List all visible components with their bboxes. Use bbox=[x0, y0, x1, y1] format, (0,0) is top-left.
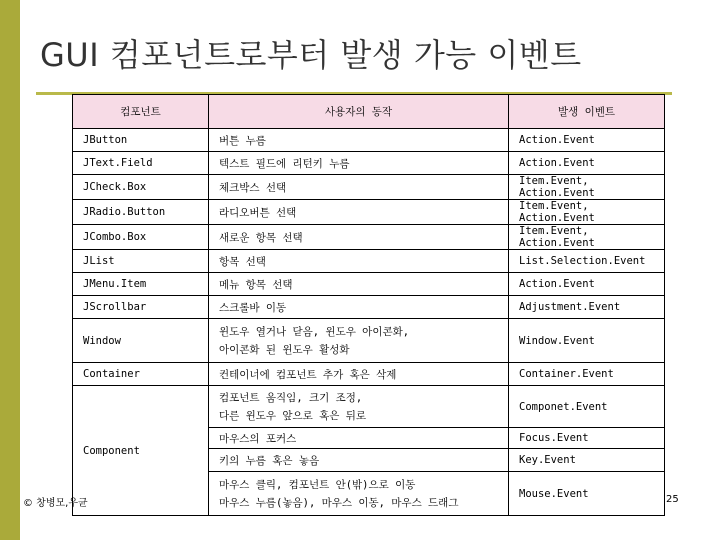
component-cell: Window bbox=[73, 319, 209, 363]
action-line: 마우스 누름(놓음), 마우스 이동, 마우스 드래그 bbox=[219, 496, 459, 509]
slide-title: GUI 컴포넌트로부터 발생 가능 이벤트 bbox=[40, 36, 582, 74]
action-cell: 항목 선택 bbox=[209, 250, 509, 273]
copyright: © 창병모,우균 bbox=[23, 498, 88, 509]
page-number: 25 bbox=[666, 494, 679, 505]
component-label: Component bbox=[83, 444, 140, 457]
component-cell: JCheck.Box bbox=[73, 175, 209, 200]
action-cell bbox=[209, 319, 509, 363]
table-row-window bbox=[73, 319, 665, 363]
table-row bbox=[73, 250, 665, 273]
event-cell: Mouse.Event bbox=[509, 472, 665, 516]
table-row bbox=[73, 225, 665, 250]
header-component: 컴포넌트 bbox=[73, 95, 209, 129]
table-row bbox=[73, 273, 665, 296]
action-cell: 텍스트 필드에 리턴키 누름 bbox=[209, 152, 509, 175]
component-cell: JText.Field bbox=[73, 152, 209, 175]
action-cell: 버튼 누름 bbox=[209, 129, 509, 152]
action-cell: 마우스의 포커스 bbox=[209, 428, 509, 449]
event-cell: List.Selection.Event bbox=[509, 250, 665, 273]
component-cell: JRadio.Button bbox=[73, 200, 209, 225]
component-cell-merged bbox=[23, 386, 209, 516]
event-cell: Item.Event, Action.Event bbox=[509, 200, 665, 225]
event-table bbox=[23, 94, 665, 516]
table-row-container bbox=[73, 363, 665, 386]
action-cell: 키의 누름 혹은 놓음 bbox=[209, 449, 509, 472]
table-row bbox=[73, 200, 665, 225]
event-cell: Action.Event bbox=[509, 129, 665, 152]
action-line: 컴포넌트 움직임, 크기 조정, bbox=[219, 391, 363, 404]
event-cell: Key.Event bbox=[509, 449, 665, 472]
component-cell: JList bbox=[73, 250, 209, 273]
table-row bbox=[73, 152, 665, 175]
event-cell: Container.Event bbox=[509, 363, 665, 386]
action-line: 윈도우 열거나 닫음, 윈도우 아이콘화, bbox=[219, 325, 410, 338]
component-cell: JButton bbox=[73, 129, 209, 152]
table-row bbox=[73, 386, 665, 428]
component-cell: JScrollbar bbox=[73, 296, 209, 319]
action-cell: 컨테이너에 컴포넌트 추가 혹은 삭제 bbox=[209, 363, 509, 386]
component-cell: JCombo.Box bbox=[73, 225, 209, 250]
table-row bbox=[73, 175, 665, 200]
event-cell: Window.Event bbox=[509, 319, 665, 363]
action-line: 다른 윈도우 앞으로 혹은 뒤로 bbox=[219, 409, 367, 422]
event-cell: Item.Event, Action.Event bbox=[509, 225, 665, 250]
event-cell: Focus.Event bbox=[509, 428, 665, 449]
action-cell bbox=[209, 472, 509, 516]
action-cell bbox=[209, 386, 509, 428]
action-line: 마우스 클릭, 컴포넌트 안(밖)으로 이동 bbox=[219, 478, 416, 491]
table-header-row bbox=[73, 95, 665, 129]
header-event: 발생 이벤트 bbox=[509, 95, 665, 129]
component-cell: Container bbox=[73, 363, 209, 386]
event-cell: Componet.Event bbox=[509, 386, 665, 428]
action-cell: 라디오버튼 선택 bbox=[209, 200, 509, 225]
action-cell: 메뉴 항목 선택 bbox=[209, 273, 509, 296]
event-cell: Item.Event, Action.Event bbox=[509, 175, 665, 200]
event-cell: Action.Event bbox=[509, 152, 665, 175]
table-row bbox=[73, 129, 665, 152]
event-cell: Adjustment.Event bbox=[509, 296, 665, 319]
table-row bbox=[73, 296, 665, 319]
action-cell: 스크롤바 이동 bbox=[209, 296, 509, 319]
action-line: 아이콘화 된 윈도우 활성화 bbox=[219, 343, 350, 356]
side-accent-bar bbox=[0, 0, 20, 540]
header-user-action: 사용자의 동작 bbox=[209, 95, 509, 129]
component-cell: JMenu.Item bbox=[73, 273, 209, 296]
action-cell: 체크박스 선택 bbox=[209, 175, 509, 200]
action-cell: 새로운 항목 선택 bbox=[209, 225, 509, 250]
event-cell: Action.Event bbox=[509, 273, 665, 296]
